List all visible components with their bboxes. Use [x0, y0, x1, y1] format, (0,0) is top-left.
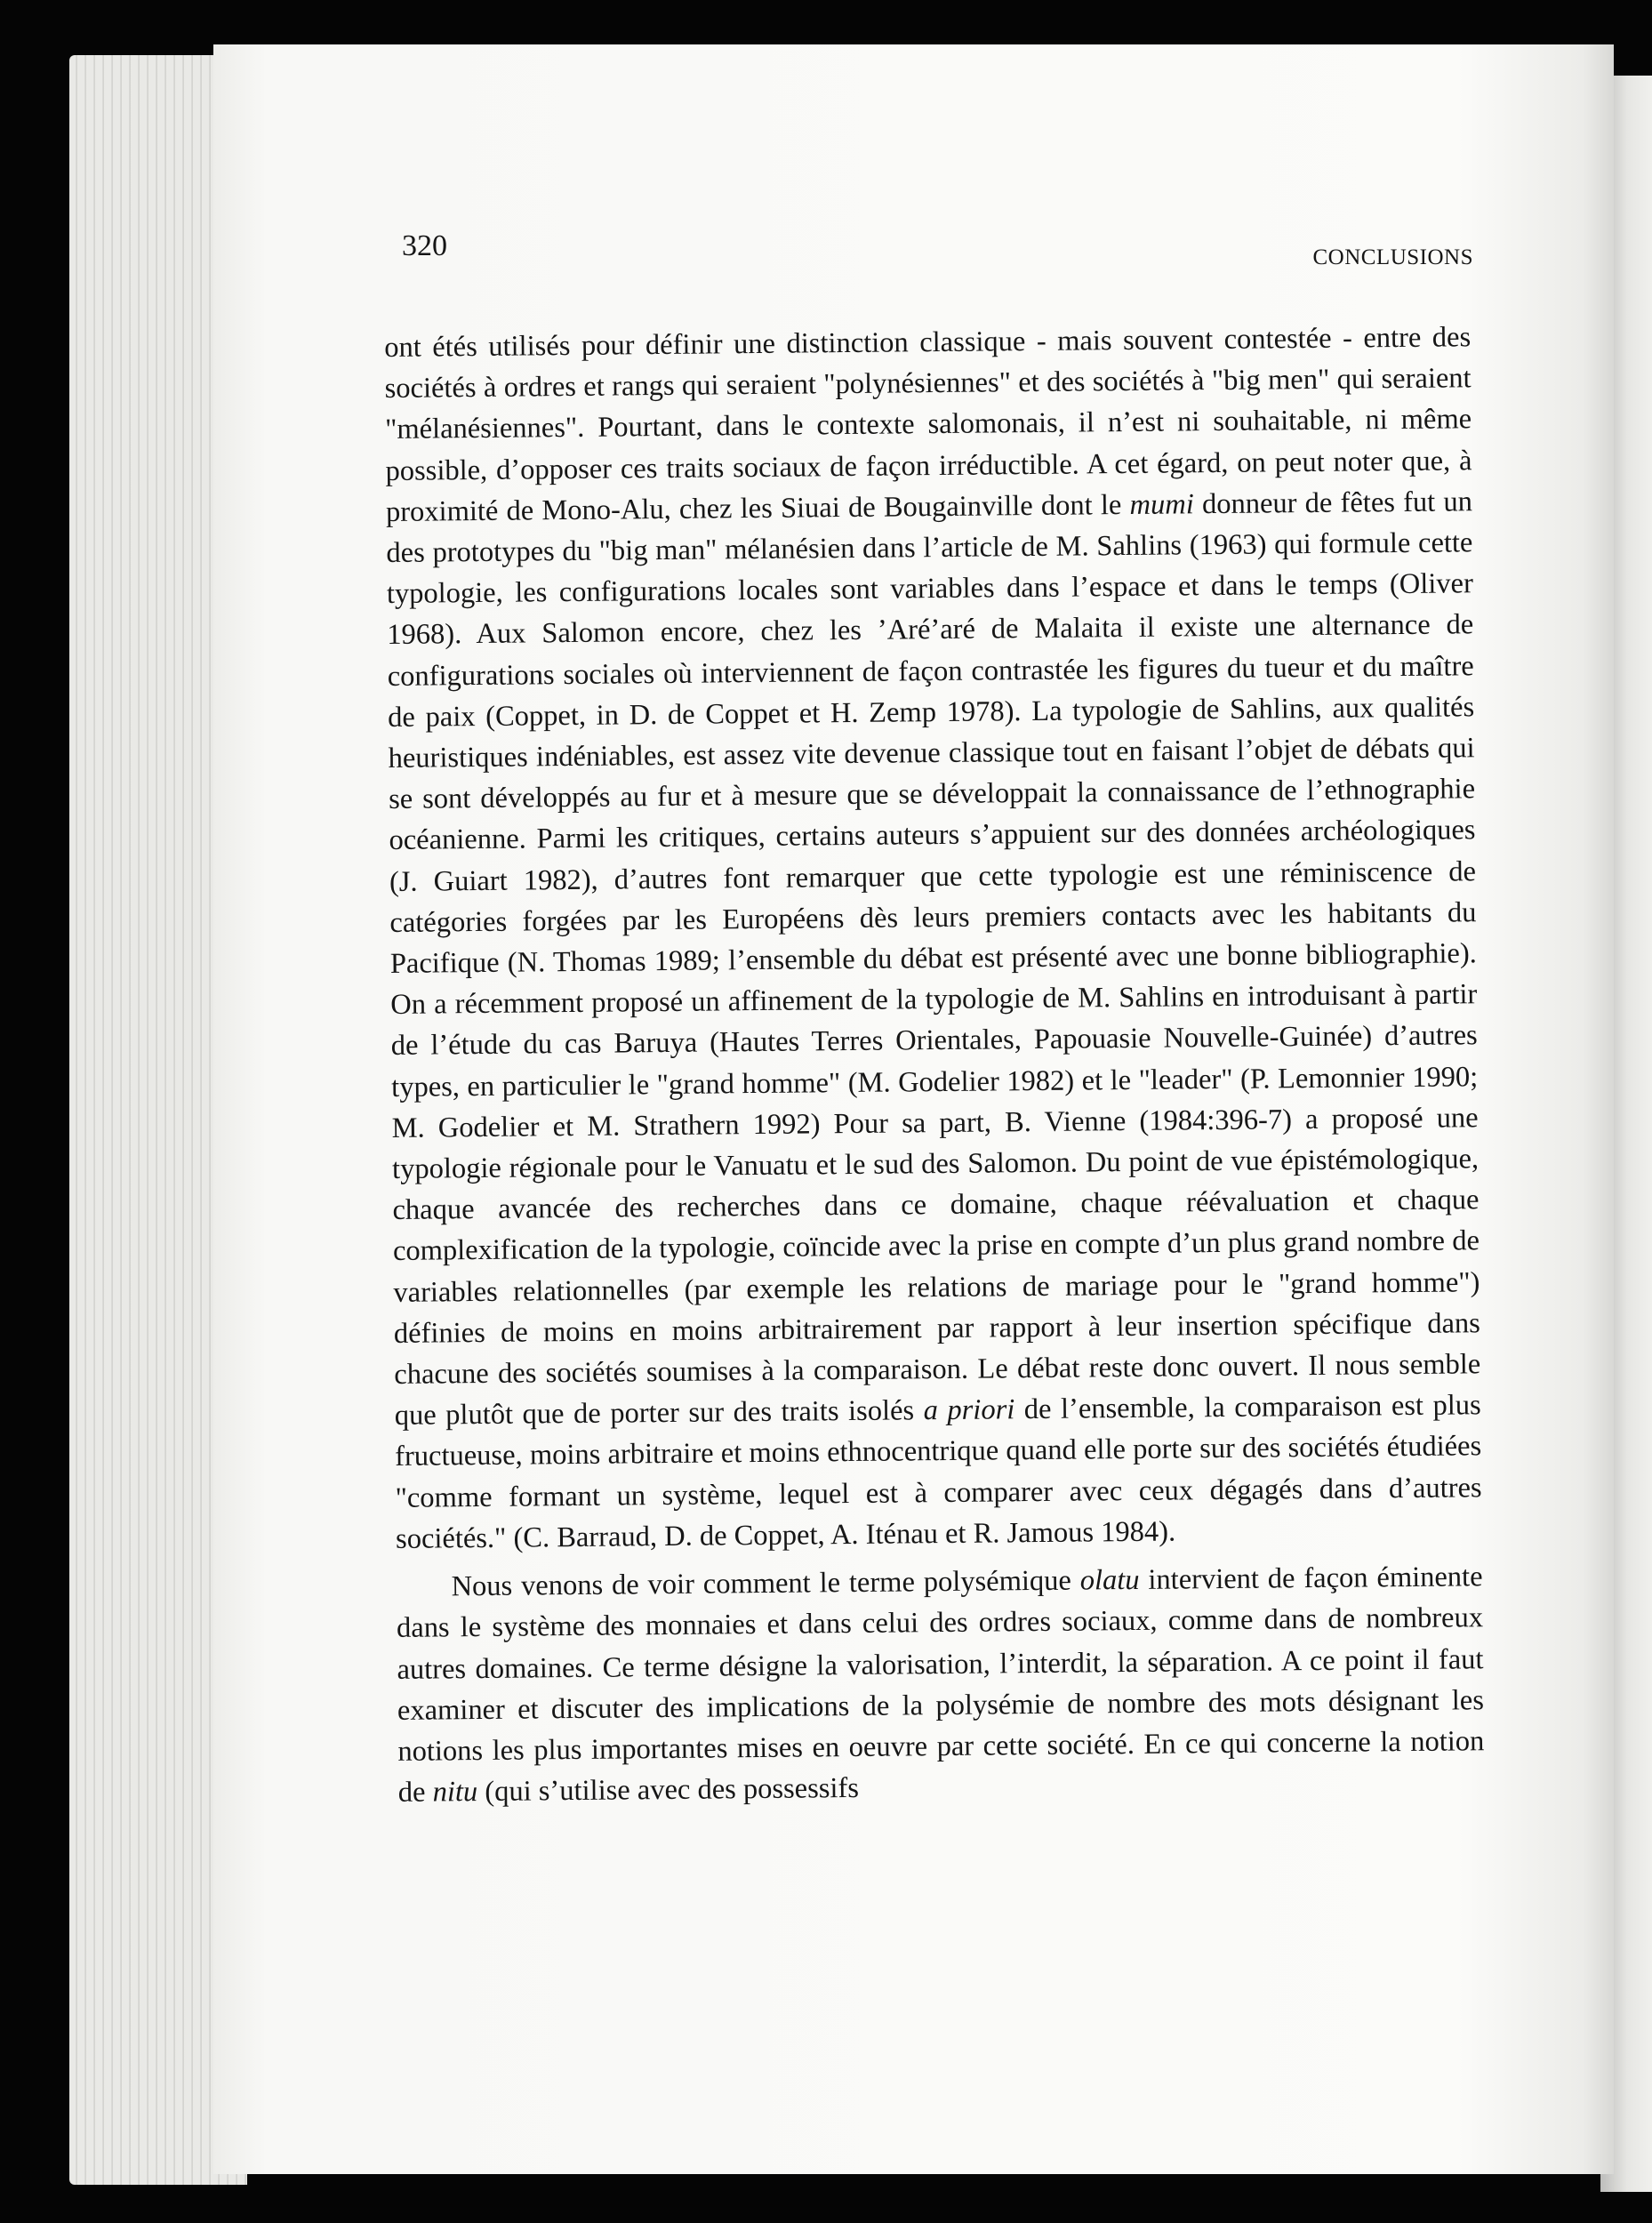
paragraph-1-text-a: ont étés utilisés pour définir une distinction classique - mais souvent contestée - entre des sociétés à ordres et rangs qui seraient "polynésiennes" et des sociétés à "big men" qui seraient "mélanésiennes". Pourtant, dans le contexte salomonais, il n’est ni souhaitable, ni même possible, d’opposer ces traits sociaux de façon irréductible. A cet égard, on peut noter que, à proximité de Mono-Alu, chez les Siuai de Bougainville dont le: [384, 321, 1472, 528]
running-head: [402, 229, 1473, 274]
italic-term-mumi: mumi: [1129, 488, 1194, 521]
running-title: CONCLUSIONS: [1312, 245, 1473, 269]
italic-term-nitu: nitu: [432, 1776, 478, 1809]
page-number: 320: [402, 229, 447, 262]
body-text: [384, 317, 1485, 1813]
italic-term-a-priori: a priori: [923, 1393, 1015, 1427]
paragraph-2-text-b: intervient de façon éminente dans le système des monnaies et dans celui des ordres sociaux, comme dans de nombreux autres domaines. Ce terme désigne la valorisation, l’interdit, la séparation. A ce point il faut examiner et discuter des implications de la polysémie de nombre des mots désignant les notions les plus importantes mises en oeuvre par cette société. En ce qui concerne la notion de: [396, 1561, 1485, 1810]
paragraph-2-text-c: (qui s’utilise avec des possessifs: [477, 1772, 860, 1809]
paragraph-1: [384, 317, 1482, 1560]
paragraph-2: [396, 1556, 1485, 1813]
italic-term-olatu: olatu: [1079, 1564, 1140, 1597]
paragraph-1-text-b: donneur de fêtes fut un des prototypes du "big man" mélanésien dans l’article de M. Sahlins (1963) qui formule cette typologie, les configurations locales sont variables dans l’espace et dans le temps (Oliver 1968). Aux Salomon encore, chez les ’Aré’aré de Malaita il existe une alternance de configurations sociales où interviennent de façon contrastée les figures du tueur et du maître de paix (Coppet, in D. de Coppet et H. Zemp 1978). La typologie de Sahlins, aux qualités heuristiques indéniables, est assez vite devenue classique tout en faisant l’objet de débats qui se sont développés au fur et à mesure que se développait la connaissance de l’ethnographie océanienne. Parmi les critiques, certains auteurs s’appuient sur des données archéologiques (J. Guiart 1982), d’autres font remarquer que cette typologie est une réminiscence de catégories forgées par les Européens dès leurs premiers contacts avec les habitants du Pacifique (N. Thomas 1989; l’ensemble du débat est présenté avec une bonne bibliographie). On a récemment proposé un affinement de la typologie de M. Sahlins en introduisant à partir de l’étude du cas Baruya (Hautes Terres Orientales, Papouasie Nouvelle-Guinée) d’autres types, en particulier le "grand homme" (M. Godelier 1982) et le "leader" (P. Lemonnier 1990; M. Godelier et M. Strathern 1992) Pour sa part, B. Vienne (1984:396-7) a proposé une typologie régionale pour le Vanuatu et le sud des Salomon. Du point de vue épistémologique, chaque avancée des recherches dans ce domaine, chaque réévaluation et chaque complexification de la typologie, coïncide avec la prise en compte d’un plus grand nombre de variables relationnelles (par exemple les relations de mariage pour le "grand homme") définies de moins en moins arbitrairement par rapport à leur insertion spécifique dans chacune des sociétés soumises à la comparaison. Le débat reste donc ouvert. Il nous semble que plutôt que de porter sur des traits isolés: [386, 486, 1481, 1433]
paragraph-2-text-a: Nous venons de voir comment le terme polysémique: [451, 1564, 1080, 1603]
paragraph-1-text-c: de l’ensemble, la comparaison est plus fructueuse, moins arbitraire et moins ethnocentrique quand elle porte sur des sociétés étudiées "comme formant un système, lequel est à comparer avec ceux dégagés dans d’autres sociétés." (C. Barraud, D. de Coppet, A. Iténau et R. Jamous 1984).: [395, 1389, 1482, 1555]
